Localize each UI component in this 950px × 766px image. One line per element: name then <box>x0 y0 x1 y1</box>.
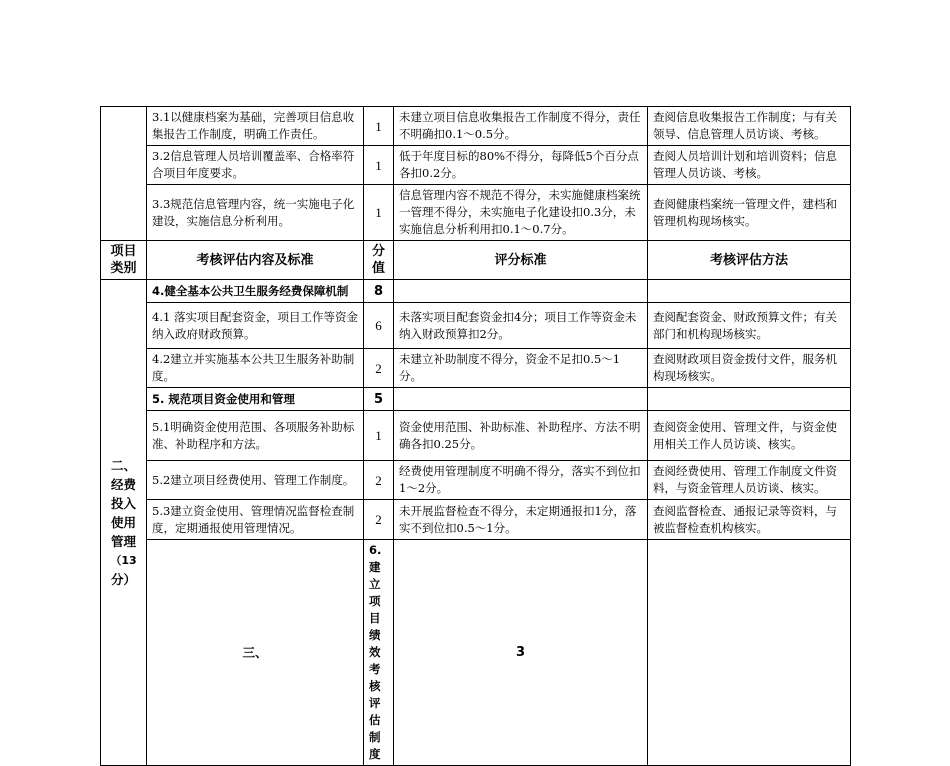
header-standard: 评分标准 <box>394 241 648 280</box>
category-cell: 二、 经费 投入 使用 管理 （13 分） <box>101 280 147 766</box>
section-score: 8 <box>364 280 394 303</box>
category-cell: 三、 <box>147 540 364 766</box>
section-title: 5. 规范项目资金使用和管理 <box>147 388 364 411</box>
category-cell-empty <box>101 107 147 241</box>
section-title: 6.建立项目绩效考核评估制度 <box>364 540 394 766</box>
standard-cell: 未建立项目信息收集报告工作制度不得分，责任不明确扣0.1～0.5分。 <box>394 107 648 146</box>
score-cell: 1 <box>364 146 394 185</box>
content-cell: 5.2建立项目经费使用、管理工作制度。 <box>147 461 364 500</box>
content-cell: 4.2建立并实施基本公共卫生服务补助制度。 <box>147 349 364 388</box>
standard-cell: 经费使用管理制度不明确不得分，落实不到位扣1～2分。 <box>394 461 648 500</box>
section-score: 5 <box>364 388 394 411</box>
section-row <box>101 388 851 411</box>
header-category: 项目类别 <box>101 241 147 280</box>
section-row <box>101 540 851 766</box>
method-cell: 查阅经费使用、管理工作制度文件资料，与资金管理人员访谈、核实。 <box>648 461 851 500</box>
content-cell: 3.3规范信息管理内容，统一实施电子化建设，实施信息分析利用。 <box>147 185 364 241</box>
method-cell: 查阅监督检查、通报记录等资料，与被监督检查机构核实。 <box>648 500 851 540</box>
score-cell: 2 <box>364 500 394 540</box>
header-content: 考核评估内容及标准 <box>147 241 364 280</box>
content-cell: 3.2信息管理人员培训覆盖率、合格率符合项目年度要求。 <box>147 146 364 185</box>
method-cell: 查阅财政项目资金拨付文件，服务机构现场核实。 <box>648 349 851 388</box>
score-cell: 1 <box>364 185 394 241</box>
table-row <box>101 500 851 540</box>
method-cell: 查阅健康档案统一管理文件，建档和管理机构现场核实。 <box>648 185 851 241</box>
table-row <box>101 303 851 349</box>
table-row <box>101 349 851 388</box>
score-cell: 2 <box>364 461 394 500</box>
method-cell: 查阅信息收集报告工作制度；与有关领导、信息管理人员访谈、考核。 <box>648 107 851 146</box>
method-cell: 查阅人员培训计划和培训资料；信息管理人员访谈、考核。 <box>648 146 851 185</box>
score-cell: 2 <box>364 349 394 388</box>
table-row <box>101 411 851 461</box>
score-cell: 6 <box>364 303 394 349</box>
header-score: 分值 <box>364 241 394 280</box>
standard-cell: 未开展监督检查不得分，未定期通报扣1分，落实不到位扣0.5～1分。 <box>394 500 648 540</box>
score-cell: 1 <box>364 107 394 146</box>
content-cell: 5.3建立资金使用、管理情况监督检查制度，定期通报使用管理情况。 <box>147 500 364 540</box>
evaluation-table <box>100 106 851 766</box>
method-cell: 查阅资金使用、管理文件，与资金使用相关工作人员访谈、核实。 <box>648 411 851 461</box>
table-row <box>101 107 851 146</box>
content-cell: 3.1以健康档案为基础，完善项目信息收集报告工作制度，明确工作责任。 <box>147 107 364 146</box>
standard-cell: 低于年度目标的80%不得分，每降低5个百分点各扣0.2分。 <box>394 146 648 185</box>
standard-cell: 信息管理内容不规范不得分，未实施健康档案统一管理不得分，未实施电子化建设扣0.3分，未实施信息分析利用扣0.1～0.7分。 <box>394 185 648 241</box>
content-cell: 5.1明确资金使用范围、各项服务补助标准、补助程序和方法。 <box>147 411 364 461</box>
header-method: 考核评估方法 <box>648 241 851 280</box>
standard-cell: 未落实项目配套资金扣4分；项目工作等资金未纳入财政预算扣2分。 <box>394 303 648 349</box>
table-row <box>101 146 851 185</box>
table-header-row <box>101 241 851 280</box>
section-row <box>101 280 851 303</box>
method-cell: 查阅配套资金、财政预算文件；有关部门和机构现场核实。 <box>648 303 851 349</box>
table-row <box>101 461 851 500</box>
score-cell: 1 <box>364 411 394 461</box>
section-title: 4.健全基本公共卫生服务经费保障机制 <box>147 280 364 303</box>
content-cell: 4.1 落实项目配套资金，项目工作等资金纳入政府财政预算。 <box>147 303 364 349</box>
standard-cell: 未建立补助制度不得分，资金不足扣0.5～1分。 <box>394 349 648 388</box>
section-score: 3 <box>394 540 648 766</box>
table-row <box>101 185 851 241</box>
standard-cell: 资金使用范围、补助标准、补助程序、方法不明确各扣0.25分。 <box>394 411 648 461</box>
